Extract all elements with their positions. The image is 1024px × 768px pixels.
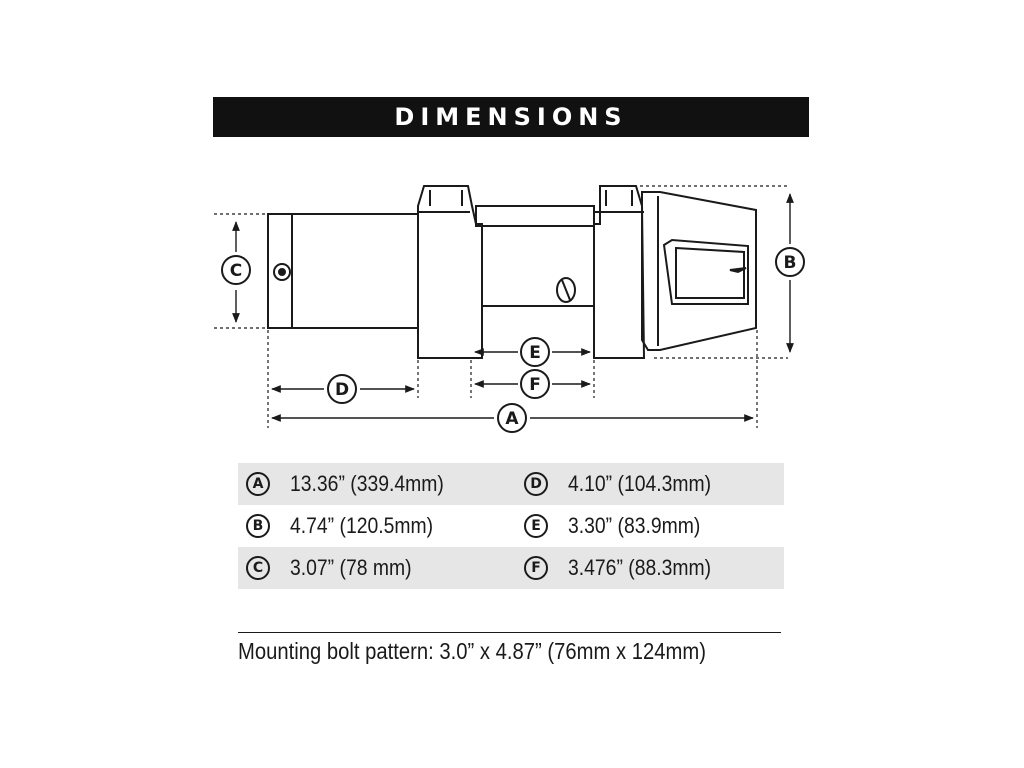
table-cell-d xyxy=(524,463,731,505)
drum-tie-bar xyxy=(476,206,594,226)
table-row xyxy=(238,463,784,505)
table-cell-c xyxy=(246,547,428,589)
dimension-b-value: 4.74” (120.5mm) xyxy=(290,513,434,538)
dimension-f-value: 3.476” (88.3mm) xyxy=(568,555,712,580)
dimension-labels xyxy=(222,248,804,432)
svg-text:E: E xyxy=(529,343,541,363)
motor-body xyxy=(292,214,418,328)
dimensions-table xyxy=(238,463,784,589)
table-cell-e xyxy=(524,505,718,547)
svg-text:C: C xyxy=(229,261,243,281)
label-f-callout xyxy=(521,370,549,398)
table-cell-a xyxy=(246,463,465,505)
label-e-callout xyxy=(521,338,549,366)
page-title: DIMENSIONS xyxy=(394,103,628,131)
winch-outline xyxy=(268,186,756,358)
label-b-badge: B xyxy=(246,514,270,538)
mounting-bolt-pattern: Mounting bolt pattern: 3.0” x 4.87” (76mm x 124mm) xyxy=(238,638,706,664)
label-d-badge: D xyxy=(524,472,548,496)
label-c-badge: C xyxy=(246,556,270,580)
label-d-callout xyxy=(328,375,356,403)
label-c-callout xyxy=(222,256,250,284)
divider xyxy=(238,632,781,633)
label-a-callout xyxy=(498,404,526,432)
dimension-e-value: 3.30” (83.9mm) xyxy=(568,513,701,538)
label-f-badge: F xyxy=(524,556,548,580)
dimension-d-value: 4.10” (104.3mm) xyxy=(568,471,712,496)
table-cell-b xyxy=(246,505,453,547)
svg-text:B: B xyxy=(783,253,797,273)
label-a-badge: A xyxy=(246,472,270,496)
svg-text:D: D xyxy=(334,380,350,400)
label-e-badge: E xyxy=(524,514,548,538)
table-row xyxy=(238,547,784,589)
label-b-callout xyxy=(776,248,804,276)
table-cell-f xyxy=(524,547,731,589)
dimension-a-value: 13.36” (339.4mm) xyxy=(290,471,444,496)
dimension-c-value: 3.07” (78 mm) xyxy=(290,555,412,580)
svg-text:F: F xyxy=(529,375,541,395)
table-row xyxy=(238,505,784,547)
svg-text:A: A xyxy=(505,409,519,429)
drum xyxy=(482,226,594,306)
